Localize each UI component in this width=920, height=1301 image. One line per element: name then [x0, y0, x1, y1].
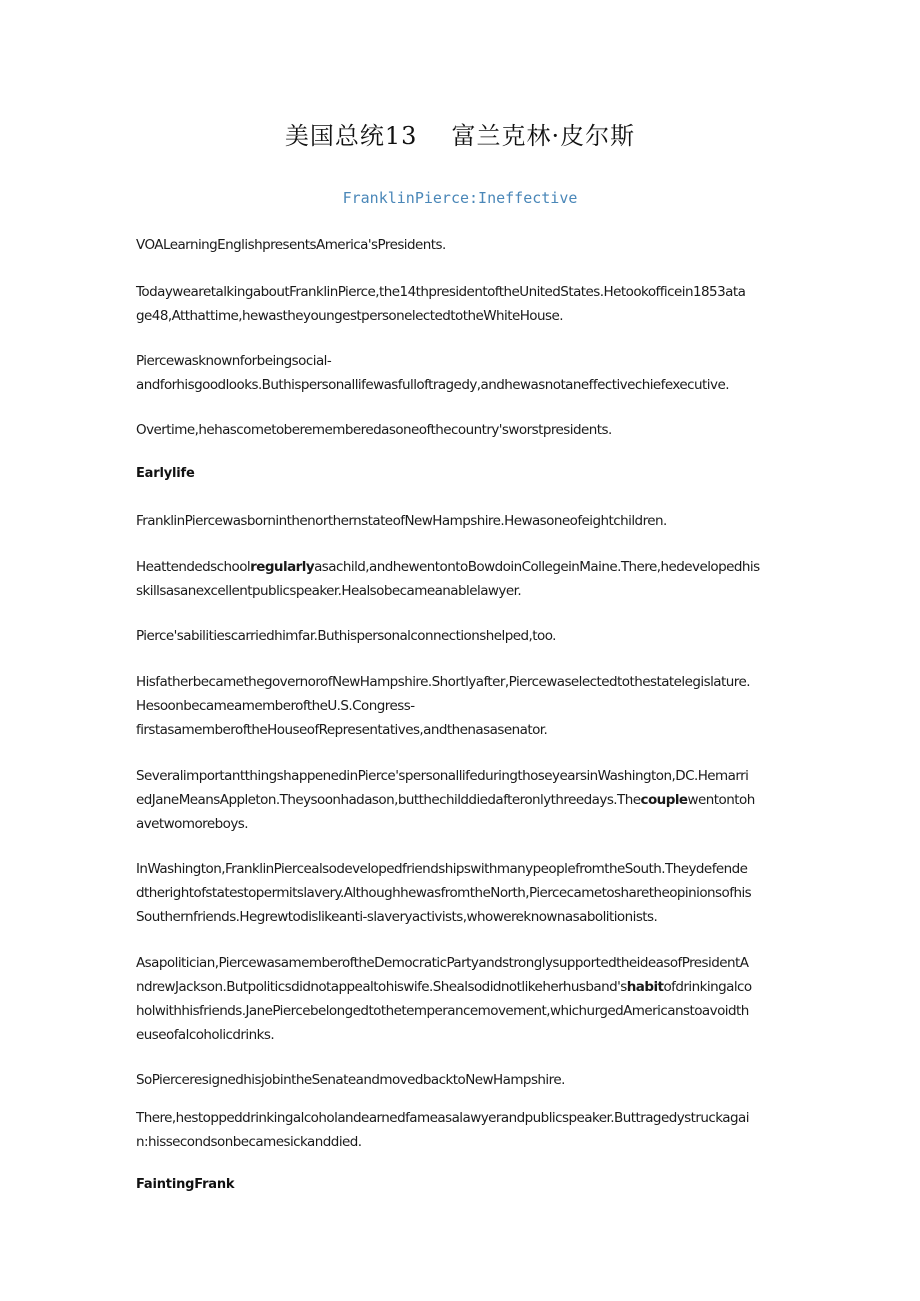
paragraph-line: dtherightofstatestopermitslavery.AlthoughhewasfromtheNorth,Piercecametosharetheopinionsofhis [136, 885, 752, 901]
paragraph-line: Pierce'sabilitiescarriedhimfar.Buthispersonalconnectionshelped,too. [136, 628, 556, 644]
paragraph-line: SeveralimportantthingshappenedinPierce'spersonallifeduringthoseyearsinWashington,DC.Hemarri [136, 768, 749, 784]
paragraph-south [136, 857, 786, 929]
paragraph-line: firstasamemberoftheHouseofRepresentatives,andthenasasenator. [136, 722, 548, 738]
paragraph-line: Piercewasknownforbeingsocial- [136, 353, 332, 369]
paragraph-today [136, 280, 786, 328]
paragraph-line: TodaywearetalkingaboutFranklinPierce,the14thpresidentoftheUnitedStates.Hetookofficein1853ata [136, 284, 746, 300]
paragraph-line: holwithhisfriends.JanePiercebelongedtothetemperancemovement,whichurgedAmericanstoavoidth [136, 1003, 749, 1019]
paragraph-tragedy [136, 1106, 786, 1154]
paragraph-line: Southernfriends.Hegrewtodislikeanti-slaveryactivists,whowereknownasabolitionists. [136, 909, 658, 925]
paragraph-line: andforhisgoodlooks.Buthispersonallifewasfulloftragedy,andhewasnotaneffectivechiefexecutive. [136, 377, 729, 393]
text-run: ndrewJackson.Butpoliticsdidnotappealtohiswife.Shealsodidnotlikeherhusband's [136, 979, 627, 995]
paragraph-line: Asapolitician,PiercewasamemberoftheDemocraticPartyandstronglysupportedtheideasofPresidentA [136, 955, 749, 971]
paragraph-line: InWashington,FranklinPiercealsodevelopedfriendshipswithmanypeoplefromtheSouth.Theydefende [136, 861, 748, 877]
title-part-name: 富兰克林·皮尔斯 [451, 122, 636, 150]
page-subtitle: FranklinPierce:Ineffective [342, 189, 578, 207]
paragraph-abilities [136, 624, 786, 648]
paragraph-line: Overtime,hehascometoberememberedasoneofthecountry'sworstpresidents. [136, 422, 612, 438]
text-run: ofdrinkingalco [663, 979, 752, 995]
paragraph-school [136, 555, 786, 603]
paragraph-line: skillsasanexcellentpublicspeaker.Healsobecameanablelawyer. [136, 583, 522, 599]
paragraph-line: euseofalcoholicdrinks. [136, 1027, 275, 1043]
text-run: Heattendedschool [136, 559, 251, 575]
bold-word: habit [626, 979, 664, 995]
paragraph-social [136, 349, 786, 397]
page-title [0, 116, 920, 151]
paragraph-line: ge48,Atthattime,hewastheyoungestpersonelectedtotheWhiteHouse. [136, 308, 564, 324]
paragraph-born [136, 509, 786, 533]
section-heading-early-life: Earlylife [136, 466, 195, 481]
paragraph-politician [136, 951, 786, 1047]
paragraph-line: There,hestoppeddrinkingalcoholandearnedfameasalawyerandpublicspeaker.Buttragedystruckagai [136, 1110, 749, 1126]
paragraph-father [136, 670, 786, 742]
paragraph-line [136, 555, 786, 579]
paragraph-line [136, 975, 786, 999]
paragraph-line: SoPierceresignedhisjobintheSenateandmovedbacktoNewHampshire. [136, 1072, 565, 1088]
paragraph-line: n:hissecondsonbecamesickanddied. [136, 1134, 362, 1150]
paragraph-resigned [136, 1068, 786, 1092]
text-run: wentontoh [687, 792, 755, 808]
paragraph-line [136, 788, 786, 812]
paragraph-line: avetwomoreboys. [136, 816, 249, 832]
text-run: asachild,andhewentontoBowdoinCollegeinMaine.There,hedevelopedhis [314, 559, 760, 575]
paragraph-intro [136, 233, 786, 257]
bold-word: couple [640, 792, 688, 808]
paragraph-line: HesoonbecameamemberoftheU.S.Congress- [136, 698, 415, 714]
paragraph-overtime [136, 418, 786, 442]
paragraph-line: HisfatherbecamethegovernorofNewHampshire.Shortlyafter,Piercewaselectedtothestatelegislature. [136, 674, 750, 690]
text-run: edJaneMeansAppleton.Theysoonhadason,butthechilddiedafteronlythreedays.The [136, 792, 641, 808]
paragraph-line: FranklinPiercewasborninthenorthernstateofNewHampshire.Hewasoneofeightchildren. [136, 513, 667, 529]
paragraph-washington-life [136, 764, 786, 836]
paragraph-line: VOALearningEnglishpresentsAmerica'sPresidents. [136, 237, 446, 253]
section-heading-fainting-frank: FaintingFrank [136, 1177, 235, 1192]
bold-word: regularly [250, 559, 315, 575]
title-part-number: 美国总统13 [284, 122, 418, 150]
